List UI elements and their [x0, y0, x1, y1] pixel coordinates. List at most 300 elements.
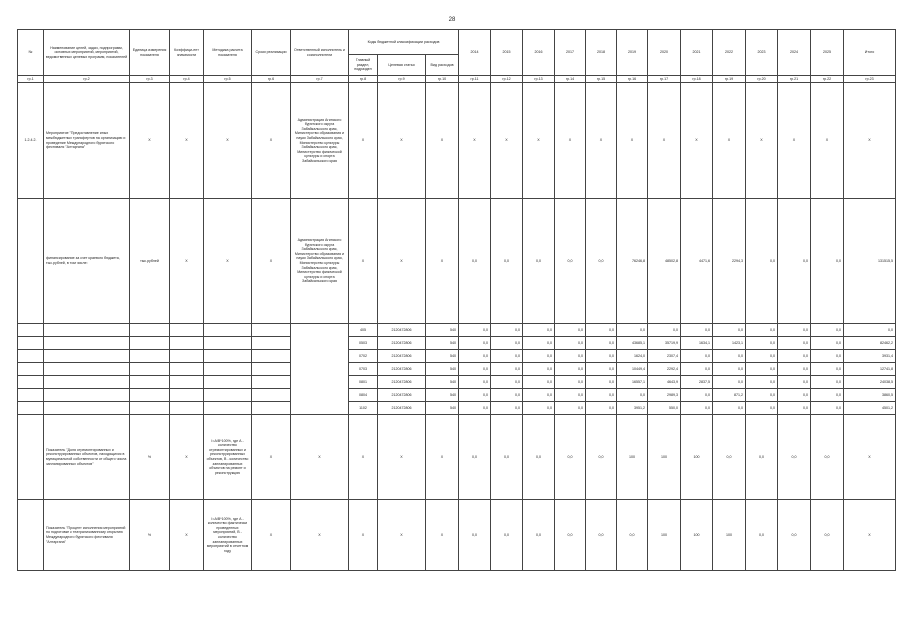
row-target: X [378, 199, 426, 324]
row-value: 0,0 [778, 376, 811, 389]
row-value: 100 [617, 415, 648, 500]
row-value: 0,0 [491, 402, 523, 415]
header-codes: Коды бюджетной классификации расходов [349, 30, 459, 55]
empty-cell [291, 324, 349, 415]
row-value: 0,0 [555, 500, 586, 571]
row-value: 2307,4 [648, 350, 681, 363]
col-number: гр.20 [746, 76, 778, 83]
row-method: I=A/B*100%, где А - количество фактически проведенных мероприятий, В - количество запланированных мероприятий в отчетном году [204, 500, 252, 571]
empty-cell [44, 363, 130, 376]
row-value: 1634,1 [681, 337, 713, 350]
row-value: 0,0 [617, 500, 648, 571]
empty-cell [204, 402, 252, 415]
row-value: 4471,6 [681, 199, 713, 324]
row-value: 0,0 [523, 337, 555, 350]
table-row [18, 83, 896, 199]
table-row [18, 415, 896, 500]
row-value: 0,0 [491, 363, 523, 376]
col-number: гр.23 [844, 76, 896, 83]
row-value: 100 [648, 500, 681, 571]
row-value: 2837,5 [681, 376, 713, 389]
row-kind: X [426, 415, 459, 500]
row-terms: X [252, 415, 291, 500]
col-number: гр.19 [713, 76, 746, 83]
row-value: 871,2 [713, 389, 746, 402]
row-value: 0,0 [778, 415, 811, 500]
row-kind: X [426, 500, 459, 571]
row-method: I=A/B*100%, где А - количество отремонтированных и реконструированных объектов, В - количество запланированных объектов на ремонт и реконструкцию [204, 415, 252, 500]
row-kind: X [426, 83, 459, 199]
row-num [18, 500, 44, 571]
row-target: 2120472806 [378, 350, 426, 363]
empty-cell [204, 389, 252, 402]
row-value: 0,0 [746, 376, 778, 389]
row-value: 0,0 [746, 337, 778, 350]
row-section: 405 [349, 324, 378, 337]
row-section: X [349, 83, 378, 199]
row-value: 0,0 [778, 389, 811, 402]
row-kind: 540 [426, 389, 459, 402]
row-value: 0,0 [713, 363, 746, 376]
row-value: 0,0 [491, 376, 523, 389]
col-number: гр.9 [378, 76, 426, 83]
row-kind: 540 [426, 337, 459, 350]
row-value: 0,0 [555, 324, 586, 337]
header-terms: Сроки реализации [252, 30, 291, 76]
row-value: 0,0 [617, 324, 648, 337]
row-coef: X [170, 500, 204, 571]
empty-cell [44, 376, 130, 389]
row-total: 0,0 [844, 324, 896, 337]
row-target: X [378, 83, 426, 199]
row-total: 12741,8 [844, 363, 896, 376]
row-target: 2120472806 [378, 324, 426, 337]
row-responsible: Администрация Агинского бурятского округа Забайкальского края, Министерство образования и науки Забайкальского края, Министерство культуры Забайкальского края, Министерство физической культуры и спорта Забайкальского края [291, 199, 349, 324]
row-num [18, 199, 44, 324]
row-value: 2294,3 [713, 199, 746, 324]
row-kind: 540 [426, 402, 459, 415]
empty-cell [130, 337, 170, 350]
row-unit: тыс.рублей [130, 199, 170, 324]
row-value: X [746, 83, 778, 199]
row-value: 0,0 [778, 500, 811, 571]
row-value: X [778, 83, 811, 199]
header-year: 2023 [746, 30, 778, 76]
empty-cell [130, 376, 170, 389]
empty-cell [252, 350, 291, 363]
row-value: 0,0 [523, 199, 555, 324]
empty-cell [204, 350, 252, 363]
col-number: гр.8 [349, 76, 378, 83]
empty-cell [18, 376, 44, 389]
col-number: гр.4 [170, 76, 204, 83]
row-unit: % [130, 415, 170, 500]
header-year: 2022 [713, 30, 746, 76]
row-target: 2120472806 [378, 376, 426, 389]
row-kind: X [426, 199, 459, 324]
table-row [18, 337, 896, 350]
empty-cell [130, 363, 170, 376]
row-value: 550,0 [648, 402, 681, 415]
row-responsible: X [291, 500, 349, 571]
header-total: Итого [844, 30, 896, 76]
row-value: 0,0 [746, 389, 778, 402]
empty-cell [18, 363, 44, 376]
row-name: Мероприятие "Предоставление иных межбюджетных трансфертов на организацию и проведение Международного бурятского фестиваля "Алтаргана" [44, 83, 130, 199]
header-section: Главный раздел, подраздел [349, 55, 378, 76]
header-name: Наименование целей, задач, подпрограмм, основных мероприятий, мероприятий, ведомственных целевых программ, показателей [44, 30, 130, 76]
row-section: 0804 [349, 389, 378, 402]
row-value: 0,0 [713, 376, 746, 389]
row-value: 0,0 [459, 324, 491, 337]
row-value: X [586, 83, 617, 199]
row-value: 0,0 [491, 415, 523, 500]
empty-cell [170, 337, 204, 350]
row-responsible: Администрация Агинского бурятского округа Забайкальского края, Министерство образования и науки Забайкальского края, Министерство культуры Забайкальского края, Министерство физической культуры и спорта Забайкальского края [291, 83, 349, 199]
row-section: X [349, 199, 378, 324]
row-value: 0,0 [586, 337, 617, 350]
row-section: 0503 [349, 337, 378, 350]
row-total: 3860,5 [844, 389, 896, 402]
row-value: 0,0 [459, 415, 491, 500]
header-unit: Единица измерения показателя [130, 30, 170, 76]
row-value: 0,0 [648, 324, 681, 337]
row-value: 0,0 [523, 415, 555, 500]
row-value: 0,0 [586, 500, 617, 571]
page-number: 28 [448, 17, 456, 23]
empty-cell [130, 324, 170, 337]
row-total: 3931,4 [844, 350, 896, 363]
empty-cell [18, 350, 44, 363]
row-value: 0,0 [811, 500, 844, 571]
header-year: 2017 [555, 30, 586, 76]
col-number: гр.5 [204, 76, 252, 83]
row-total: 131515,5 [844, 199, 896, 324]
row-total: 24038,5 [844, 376, 896, 389]
row-coef: X [170, 415, 204, 500]
row-total: 82462,2 [844, 337, 896, 350]
budget-table [17, 29, 896, 571]
row-responsible: X [291, 415, 349, 500]
col-number: гр.22 [811, 76, 844, 83]
header-kind: Вид расходов [426, 55, 459, 76]
header-coef: Коэффици-ент значимости [170, 30, 204, 76]
col-number: гр.6 [252, 76, 291, 83]
row-value: 0,0 [778, 402, 811, 415]
row-value: 0,0 [713, 402, 746, 415]
row-value: 100 [648, 415, 681, 500]
col-number: гр.7 [291, 76, 349, 83]
row-value: 0,0 [778, 337, 811, 350]
row-value: 0,0 [523, 402, 555, 415]
row-value: 0,0 [586, 376, 617, 389]
header-year: 2025 [811, 30, 844, 76]
col-number: гр.16 [617, 76, 648, 83]
row-value: 10449,4 [617, 363, 648, 376]
row-coef: X [170, 199, 204, 324]
row-value: 0,0 [586, 199, 617, 324]
row-value: X [648, 83, 681, 199]
row-value: 100 [713, 500, 746, 571]
header-responsible: Ответственный исполнитель и соисполнители [291, 30, 349, 76]
col-number: гр.3 [130, 76, 170, 83]
row-value: 0,0 [586, 350, 617, 363]
empty-cell [170, 376, 204, 389]
row-value: 48502,8 [648, 199, 681, 324]
row-value: 0,0 [811, 324, 844, 337]
col-number: гр.12 [491, 76, 523, 83]
row-section: 0702 [349, 350, 378, 363]
row-value: 0,0 [523, 363, 555, 376]
row-name: Показатель "Процент исполнения мероприятий по подготовке к театрализованному открытию Международного бурятского фестиваля "Алтаргана" [44, 500, 130, 571]
row-value: 0,0 [617, 389, 648, 402]
row-value: X [523, 83, 555, 199]
table-row [18, 363, 896, 376]
empty-cell [130, 402, 170, 415]
col-number: гр.11 [459, 76, 491, 83]
row-value: 0,0 [491, 199, 523, 324]
header-year: 2018 [586, 30, 617, 76]
header-row [18, 30, 896, 55]
row-value: 0,0 [491, 389, 523, 402]
col-number: гр.15 [586, 76, 617, 83]
row-method: X [204, 83, 252, 199]
table-row [18, 402, 896, 415]
row-section: 1102 [349, 402, 378, 415]
row-value: 0,0 [555, 415, 586, 500]
row-value: 0,0 [713, 415, 746, 500]
table-row [18, 324, 896, 337]
empty-cell [44, 389, 130, 402]
table-row [18, 376, 896, 389]
row-value: 0,0 [459, 389, 491, 402]
row-value: 0,0 [586, 389, 617, 402]
row-value: 0,0 [491, 500, 523, 571]
row-value: 1423,1 [713, 337, 746, 350]
col-number: гр.14 [555, 76, 586, 83]
empty-cell [252, 363, 291, 376]
row-unit: % [130, 500, 170, 571]
row-value: 0,0 [523, 324, 555, 337]
row-method: X [204, 199, 252, 324]
row-value: 0,0 [746, 324, 778, 337]
row-value: X [713, 83, 746, 199]
row-value: 0,0 [586, 402, 617, 415]
row-value: 2292,4 [648, 363, 681, 376]
col-number: гр.21 [778, 76, 811, 83]
row-value: 43685,1 [617, 337, 648, 350]
row-value: 0,0 [811, 199, 844, 324]
row-value: X [555, 83, 586, 199]
row-value: 0,0 [586, 415, 617, 500]
row-value: 4643,9 [648, 376, 681, 389]
row-value: 76246,8 [617, 199, 648, 324]
row-value: 0,0 [746, 350, 778, 363]
row-target: X [378, 415, 426, 500]
row-value: 0,0 [778, 199, 811, 324]
row-value: 2989,3 [648, 389, 681, 402]
row-coef: X [170, 83, 204, 199]
row-value: 0,0 [459, 363, 491, 376]
row-value: 0,0 [491, 324, 523, 337]
row-value: X [681, 83, 713, 199]
header-year: 2015 [491, 30, 523, 76]
row-value: 0,0 [555, 199, 586, 324]
col-number: гр.10 [426, 76, 459, 83]
empty-cell [252, 376, 291, 389]
header-year: 2020 [648, 30, 681, 76]
table-row [18, 350, 896, 363]
row-num: 1.2.4.2. [18, 83, 44, 199]
row-value: 0,0 [523, 350, 555, 363]
row-section: X [349, 500, 378, 571]
row-target: 2120472806 [378, 363, 426, 376]
empty-cell [170, 350, 204, 363]
row-value: 0,0 [681, 402, 713, 415]
row-value: X [617, 83, 648, 199]
empty-cell [204, 376, 252, 389]
empty-cell [18, 402, 44, 415]
row-kind: 540 [426, 350, 459, 363]
row-value: 0,0 [491, 350, 523, 363]
table-row [18, 199, 896, 324]
row-value: 0,0 [459, 199, 491, 324]
row-total: X [844, 415, 896, 500]
row-value: 0,0 [523, 376, 555, 389]
row-kind: 540 [426, 324, 459, 337]
row-terms: X [252, 199, 291, 324]
row-value: 0,0 [555, 389, 586, 402]
row-target: 2120472806 [378, 337, 426, 350]
empty-cell [18, 324, 44, 337]
row-value: 0,0 [681, 350, 713, 363]
row-value: 0,0 [811, 376, 844, 389]
row-value: 0,0 [459, 350, 491, 363]
row-unit: X [130, 83, 170, 199]
row-value: 0,0 [713, 324, 746, 337]
empty-cell [252, 337, 291, 350]
empty-cell [18, 389, 44, 402]
col-number: гр.17 [648, 76, 681, 83]
table-row [18, 389, 896, 402]
row-value: X [491, 83, 523, 199]
row-value: 0,0 [778, 363, 811, 376]
row-value: 0,0 [555, 376, 586, 389]
row-value: 0,0 [681, 324, 713, 337]
empty-cell [204, 324, 252, 337]
row-value: 0,0 [778, 350, 811, 363]
row-value: 0,0 [459, 500, 491, 571]
row-value: 0,0 [555, 350, 586, 363]
row-num [18, 415, 44, 500]
row-value: 0,0 [811, 363, 844, 376]
row-target: X [378, 500, 426, 571]
row-value: 0,0 [746, 363, 778, 376]
row-value: 0,0 [746, 500, 778, 571]
empty-cell [44, 350, 130, 363]
empty-cell [204, 337, 252, 350]
column-numbers-row [18, 76, 896, 83]
empty-cell [170, 363, 204, 376]
row-value: 0,0 [491, 337, 523, 350]
empty-cell [130, 389, 170, 402]
row-value: 0,0 [713, 350, 746, 363]
row-value: 0,0 [523, 389, 555, 402]
row-total: X [844, 83, 896, 199]
empty-cell [44, 324, 130, 337]
empty-cell [252, 324, 291, 337]
row-terms: X [252, 500, 291, 571]
empty-cell [18, 337, 44, 350]
row-value: 0,0 [681, 363, 713, 376]
col-number: гр.1 [18, 76, 44, 83]
row-name: финансирование за счет краевого бюджета, тыс.рублей, в том числе: [44, 199, 130, 324]
row-value: 100 [681, 500, 713, 571]
row-value: 0,0 [459, 402, 491, 415]
empty-cell [252, 402, 291, 415]
row-value: 0,0 [523, 500, 555, 571]
row-value: 1624,0 [617, 350, 648, 363]
empty-cell [44, 402, 130, 415]
header-method: Методика расчета показателя [204, 30, 252, 76]
row-section: 0703 [349, 363, 378, 376]
row-value: 0,0 [746, 199, 778, 324]
row-target: 2120472806 [378, 389, 426, 402]
empty-cell [170, 324, 204, 337]
empty-cell [170, 389, 204, 402]
header-year: 2024 [778, 30, 811, 76]
row-value: 0,0 [459, 337, 491, 350]
row-kind: 540 [426, 363, 459, 376]
empty-cell [130, 350, 170, 363]
row-total: 4501,2 [844, 402, 896, 415]
row-value: 0,0 [811, 337, 844, 350]
header-year: 2019 [617, 30, 648, 76]
header-year: 2021 [681, 30, 713, 76]
row-value: 0,0 [811, 415, 844, 500]
row-value: X [459, 83, 491, 199]
table-row [18, 500, 896, 571]
row-value: 0,0 [555, 402, 586, 415]
row-value: 0,0 [746, 415, 778, 500]
empty-cell [204, 363, 252, 376]
row-total: X [844, 500, 896, 571]
row-value: 0,0 [811, 402, 844, 415]
empty-cell [170, 402, 204, 415]
row-value: 0,0 [586, 363, 617, 376]
row-target: 2120472806 [378, 402, 426, 415]
row-value: 0,0 [555, 337, 586, 350]
row-value: 0,0 [681, 389, 713, 402]
row-value: 0,0 [459, 376, 491, 389]
row-value: 0,0 [586, 324, 617, 337]
row-value: 0,0 [778, 324, 811, 337]
empty-cell [252, 389, 291, 402]
row-value: 100 [681, 415, 713, 500]
row-terms: X [252, 83, 291, 199]
row-value: 35719,9 [648, 337, 681, 350]
row-kind: 540 [426, 376, 459, 389]
header-year: 2014 [459, 30, 491, 76]
row-value: 0,0 [555, 363, 586, 376]
header-num: № [18, 30, 44, 76]
col-number: гр.13 [523, 76, 555, 83]
row-section: 0801 [349, 376, 378, 389]
row-section: X [349, 415, 378, 500]
row-value: 0,0 [746, 402, 778, 415]
col-number: гр.18 [681, 76, 713, 83]
row-value: 16557,1 [617, 376, 648, 389]
